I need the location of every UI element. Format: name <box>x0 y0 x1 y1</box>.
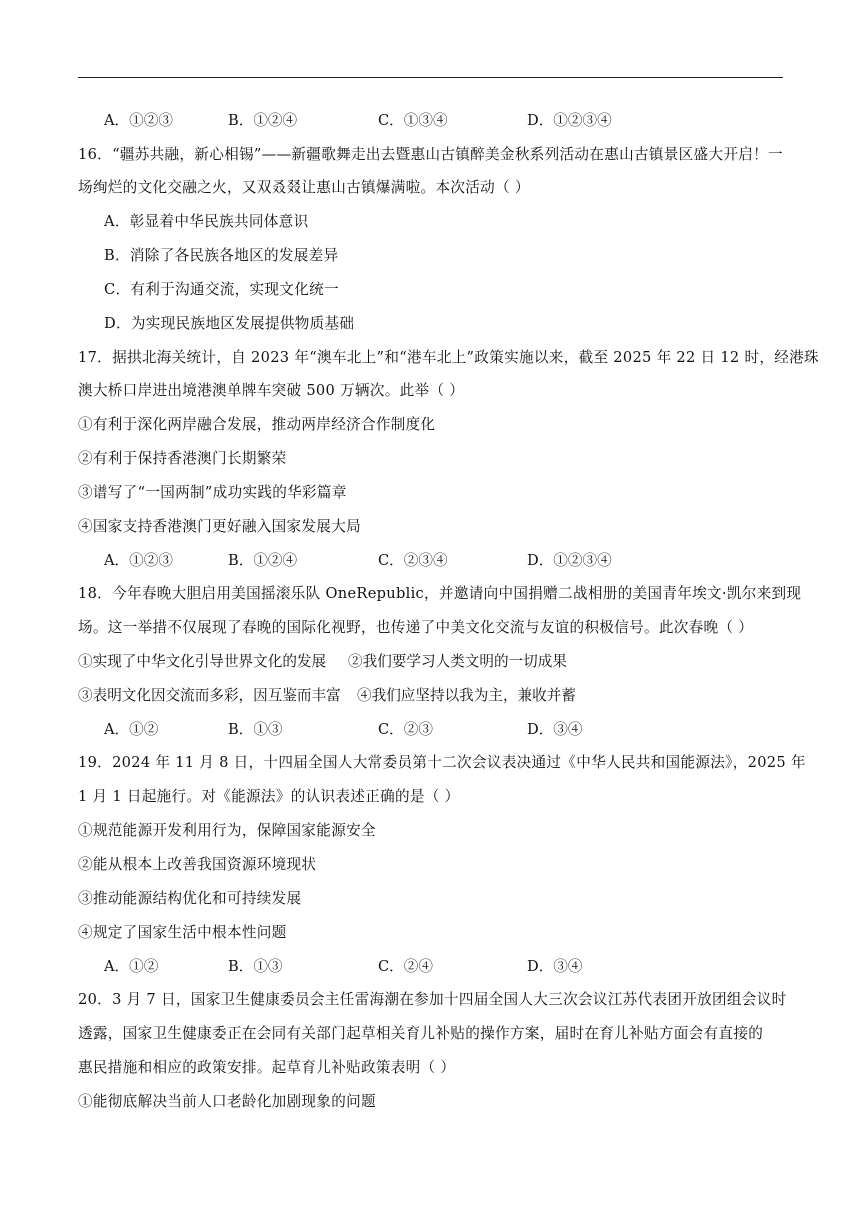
q19-item-3: ③推动能源结构优化和可持续发展 <box>78 890 302 907</box>
q16-option-d: D．为实现民族地区发展提供物质基础 <box>104 315 355 332</box>
q17-item-1: ①有利于深化两岸融合发展，推动两岸经济合作制度化 <box>78 416 436 433</box>
q17-item-3: ③谱写了“一国两制”成功实践的华彩篇章 <box>78 484 347 501</box>
q17-stem-line2: 澳大桥口岸进出境港澳单牌车突破 500 万辆次。此举（ ） <box>78 382 465 399</box>
q19-option-b: B．①③ <box>228 958 283 975</box>
header-rule <box>78 77 783 78</box>
q20-stem-line1: 20．3 月 7 日，国家卫生健康委员会主任雷海潮在参加十四届全国人大三次会议江苏代表团开放团组会议时 <box>78 991 787 1008</box>
q19-option-a: A．①② <box>104 958 159 975</box>
q18-item-2: ②我们要学习人类文明的一切成果 <box>348 653 567 670</box>
q17-item-2: ②有利于保持香港澳门长期繁荣 <box>78 450 287 467</box>
option-d: D．①②③④ <box>527 112 612 129</box>
q19-item-2: ②能从根本上改善我国资源环境现状 <box>78 856 317 873</box>
q18-option-c: C．②③ <box>378 721 433 738</box>
q20-item-1: ①能彻底解决当前人口老龄化加剧现象的问题 <box>78 1093 376 1110</box>
q16-stem-line2: 场绚烂的文化交融之火，又双叒叕让惠山古镇爆满啦。本次活动（ ） <box>78 179 530 196</box>
q17-option-d: D．①②③④ <box>527 552 612 569</box>
q20-stem-line3: 惠民措施和相应的政策安排。起草育儿补贴政策表明（ ） <box>78 1059 456 1076</box>
q17-option-a: A．①②③ <box>104 552 173 569</box>
q17-option-c: C．②③④ <box>378 552 448 569</box>
q18-option-d: D．③④ <box>527 721 583 738</box>
option-c: C．①③④ <box>378 112 448 129</box>
q16-stem-line1: 16．“疆苏共融，新心相锡”——新疆歌舞走出去暨惠山古镇醉美金秋系列活动在惠山古镇景区盛大开启！一 <box>78 146 783 163</box>
q18-option-b: B．①③ <box>228 721 283 738</box>
q18-item-1: ①实现了中华文化引导世界文化的发展 <box>78 653 327 670</box>
q16-option-b: B．消除了各民族各地区的发展差异 <box>104 247 339 264</box>
q16-option-a: A．彰显着中华民族共同体意识 <box>104 213 309 230</box>
q19-stem-line1: 19．2024 年 11 月 8 日，十四届全国人大常委员第十二次会议表决通过《中华人民共和国能源法》，2025 年 <box>78 754 806 771</box>
q19-stem-line2: 1 月 1 日起施行。对《能源法》的认识表述正确的是（ ） <box>78 788 460 805</box>
q18-option-a: A．①② <box>104 721 159 738</box>
option-b: B．①②④ <box>228 112 298 129</box>
q19-item-4: ④规定了国家生活中根本性问题 <box>78 924 287 941</box>
q19-item-1: ①规范能源开发利用行为，保障国家能源安全 <box>78 822 376 839</box>
q18-stem-line1: 18．今年春晚大胆启用美国摇滚乐队 OneRepublic，并邀请向中国捐赠二战相册的美国青年埃文·凯尔来到现 <box>78 585 802 602</box>
q19-option-c: C．②④ <box>378 958 433 975</box>
q20-stem-line2: 透露，国家卫生健康委正在会同有关部门起草相关育儿补贴的操作方案，届时在育儿补贴方面会有直接的 <box>78 1025 764 1042</box>
q16-option-c: C．有利于沟通交流，实现文化统一 <box>104 281 339 298</box>
q17-option-b: B．①②④ <box>228 552 298 569</box>
q18-item-3: ③表明文化因交流而多彩，因互鉴而丰富 <box>78 687 341 704</box>
q17-stem-line1: 17．据拱北海关统计，自 2023 年“澳车北上”和“港车北上”政策实施以来，截至 2025 年 22 日 12 时，经港珠 <box>78 349 819 366</box>
q18-item-4: ④我们应坚持以我为主，兼收并蓄 <box>357 687 576 704</box>
q19-option-d: D．③④ <box>527 958 583 975</box>
q17-item-4: ④国家支持香港澳门更好融入国家发展大局 <box>78 518 361 535</box>
option-a: A．①②③ <box>104 112 173 129</box>
q18-stem-line2: 场。这一举措不仅展现了春晚的国际化视野，也传递了中美文化交流与友谊的积极信号。此次春晚（ ） <box>78 619 754 636</box>
